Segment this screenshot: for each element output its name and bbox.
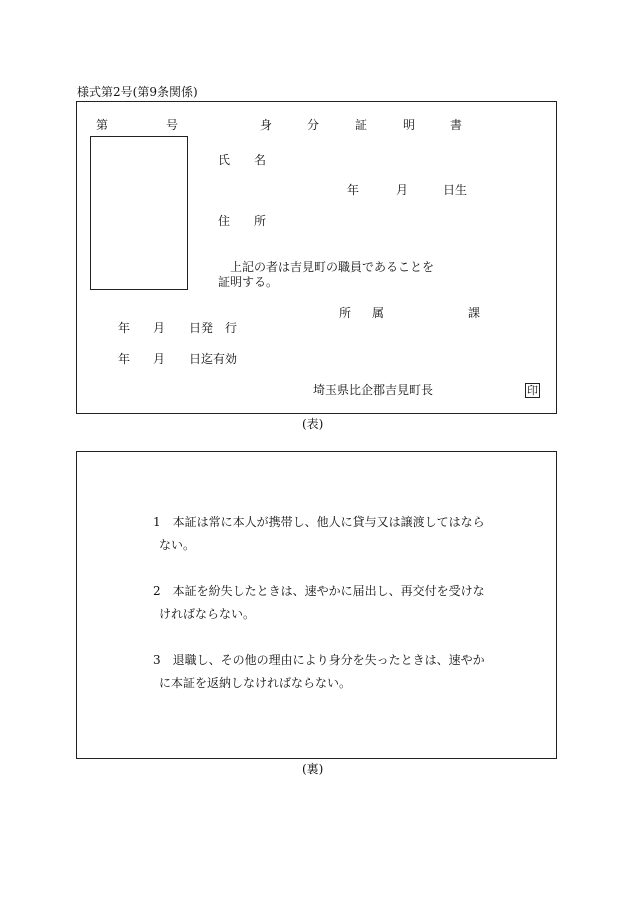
back-item-line: 2 本証を紛失したときは、速やかに届出し、再交付を受けな bbox=[153, 584, 485, 598]
back-card bbox=[76, 451, 557, 759]
back-item-line: ければならない。 bbox=[159, 607, 256, 621]
affiliation-label-char: 所 bbox=[339, 306, 352, 320]
front-caption: (表) bbox=[302, 417, 324, 431]
photo-frame bbox=[90, 136, 188, 290]
statement-line: 上記の者は吉見町の職員であることを bbox=[230, 260, 435, 274]
birth-day-label: 日生 bbox=[443, 183, 468, 197]
issue-day-label: 日発 行 bbox=[189, 321, 238, 335]
number-suffix: 号 bbox=[166, 118, 179, 132]
back-item-line: に本証を返納しなければならない。 bbox=[159, 676, 352, 690]
expire-day-label: 日迄有効 bbox=[189, 352, 238, 366]
number-prefix: 第 bbox=[96, 118, 109, 132]
statement-line: 証明する。 bbox=[218, 275, 279, 289]
expire-month-label: 月 bbox=[153, 352, 166, 366]
name-label-char: 名 bbox=[254, 153, 267, 167]
back-item-line: ない。 bbox=[159, 538, 196, 552]
title-char: 証 bbox=[355, 118, 368, 132]
issue-month-label: 月 bbox=[153, 321, 166, 335]
title-char: 身 bbox=[260, 118, 273, 132]
back-caption: (裏) bbox=[302, 762, 324, 776]
name-label-char: 氏 bbox=[218, 153, 231, 167]
section-label: 課 bbox=[468, 306, 481, 320]
seal-mark: 印 bbox=[527, 384, 538, 397]
form-label: 様式第2号(第9条関係) bbox=[77, 85, 198, 99]
issue-year-label: 年 bbox=[118, 321, 131, 335]
address-label-char: 所 bbox=[254, 214, 267, 228]
back-item-line: 3 退職し、その他の理由により身分を失ったときは、速やか bbox=[153, 653, 485, 667]
issuer-name: 埼玉県比企郡吉見町長 bbox=[313, 383, 434, 397]
address-label-char: 住 bbox=[218, 214, 231, 228]
title-char: 明 bbox=[403, 118, 416, 132]
back-item-line: 1 本証は常に本人が携帯し、他人に貸与又は譲渡してはなら bbox=[153, 515, 485, 529]
expire-year-label: 年 bbox=[118, 352, 131, 366]
title-char: 分 bbox=[307, 118, 320, 132]
birth-year-label: 年 bbox=[347, 183, 360, 197]
affiliation-label-char: 属 bbox=[372, 306, 385, 320]
title-char: 書 bbox=[450, 118, 463, 132]
birth-month-label: 月 bbox=[396, 183, 409, 197]
